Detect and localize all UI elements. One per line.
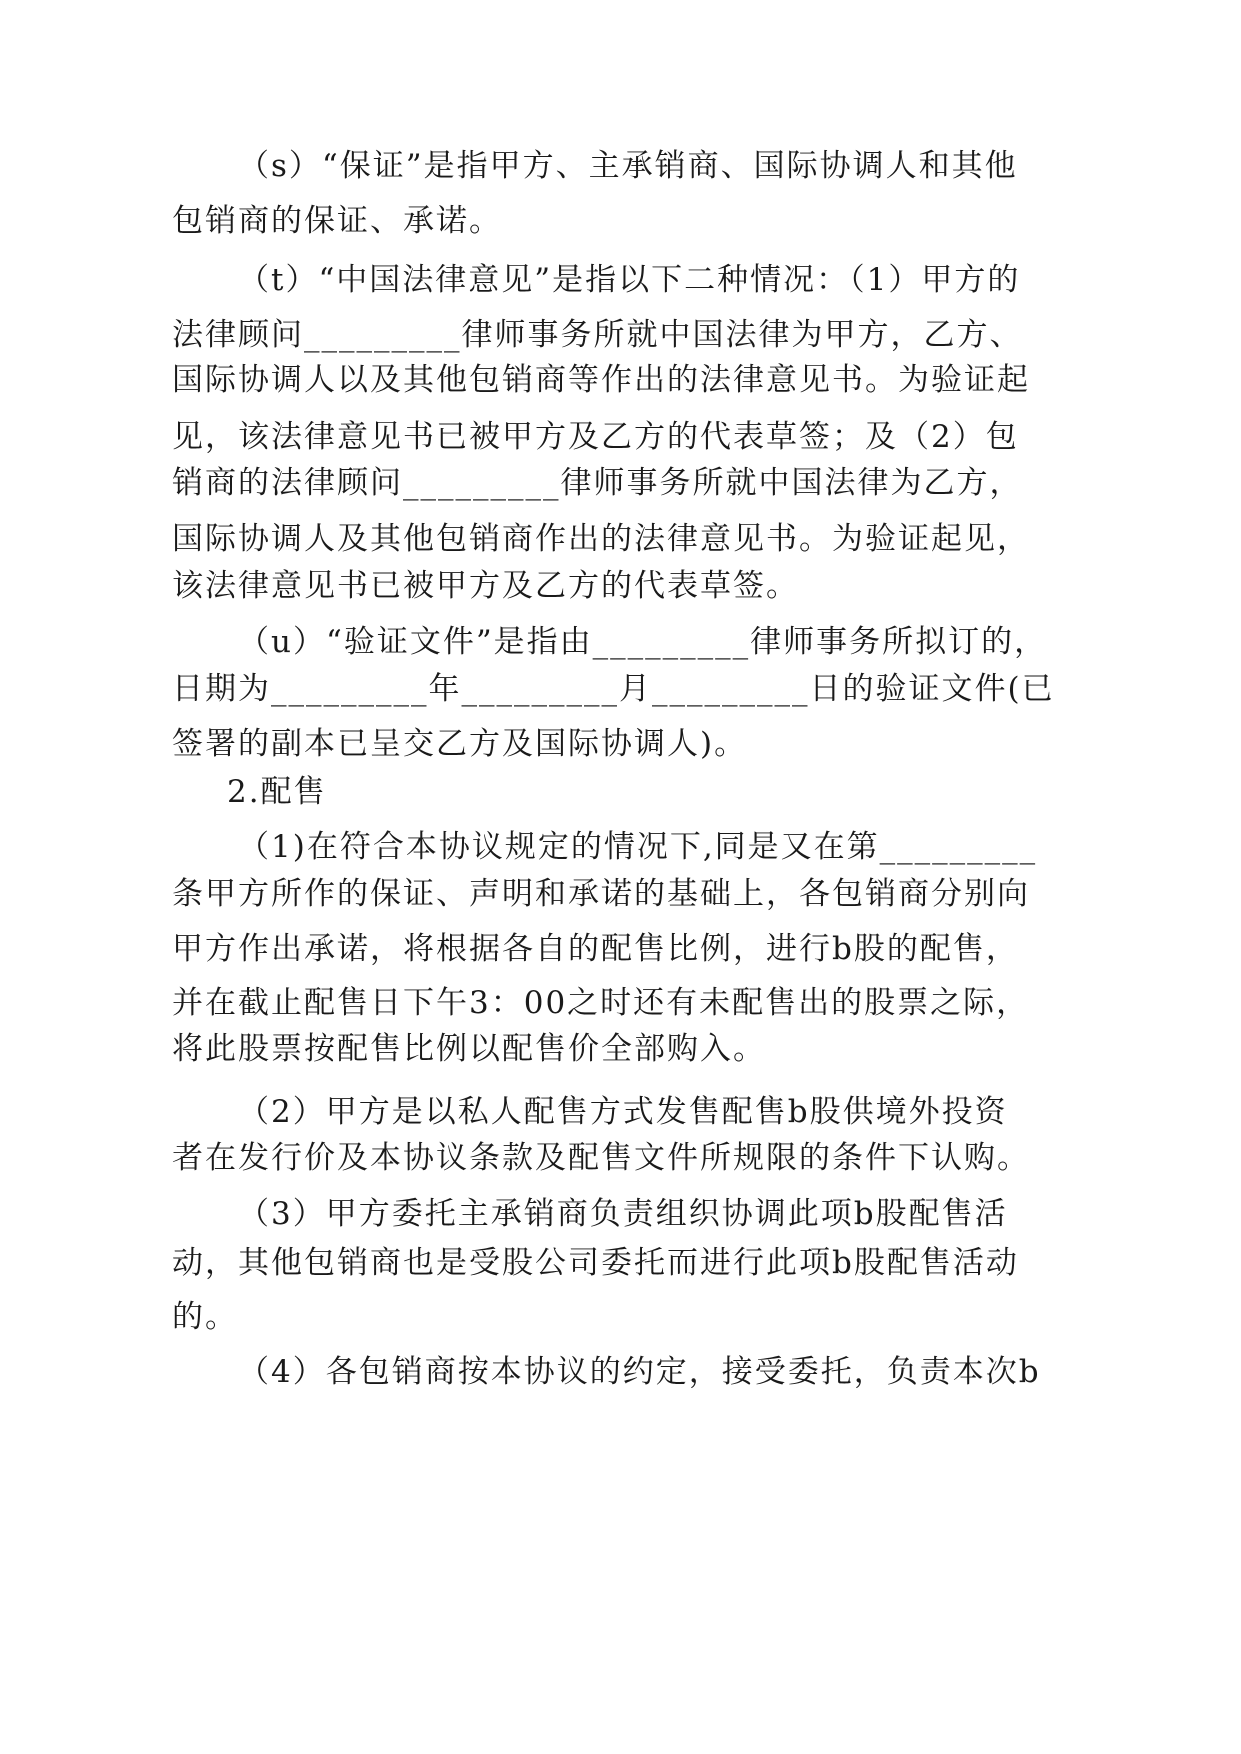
text-line: 见，该法律意见书已被甲方及乙方的代表草签；及（2）包 [172,419,1019,455]
text-line: 将此股票按配售比例以配售价全部购入。 [172,1031,766,1067]
text-line: 法律顾问_________律师事务所就中国法律为甲方，乙方、 [172,317,1023,353]
text-line: 签署的副本已呈交乙方及国际协调人)。 [172,726,748,762]
text-line: 甲方作出承诺，将根据各自的配售比例，进行b股的配售， [172,931,1019,967]
text-line: 包销商的保证、承诺。 [172,203,502,239]
text-line: 条甲方所作的保证、声明和承诺的基础上，各包销商分别向 [172,876,1030,912]
text-line: 并在截止配售日下午3：00之时还有未配售出的股票之际， [172,985,1030,1021]
text-line: （u）“验证文件”是指由_________律师事务所拟订的， [238,624,1048,660]
text-line: （s）“保证”是指甲方、主承销商、国际协调人和其他 [238,148,1018,184]
text-line: 者在发行价及本协议条款及配售文件所规限的条件下认购。 [172,1140,1030,1176]
text-line: 国际协调人及其他包销商作出的法律意见书。为验证起见， [172,521,1030,557]
text-line: （3）甲方委托主承销商负责组织协调此项b股配售活 [238,1196,1008,1232]
text-line: 销商的法律顾问_________律师事务所就中国法律为乙方， [172,465,1023,501]
text-line: 该法律意见书已被甲方及乙方的代表草签。 [172,568,799,604]
text-line: （1)在符合本协议规定的情况下,同是又在第_________ [238,829,1038,865]
text-line: （2）甲方是以私人配售方式发售配售b股供境外投资 [238,1094,1008,1130]
section-heading: 2.配售 [227,774,327,810]
text-line: 动，其他包销商也是受股公司委托而进行此项b股配售活动 [172,1245,1019,1281]
text-line: 日期为_________年_________月_________日的验证文件(已 [172,671,1055,707]
text-line: （t）“中国法律意见”是指以下二种情况：（1）甲方的 [238,262,1021,298]
text-line: 国际协调人以及其他包销商等作出的法律意见书。为验证起 [172,362,1030,398]
text-line: （4）各包销商按本协议的约定，接受委托，负责本次b [238,1354,1041,1390]
text-line: 的。 [172,1299,238,1335]
